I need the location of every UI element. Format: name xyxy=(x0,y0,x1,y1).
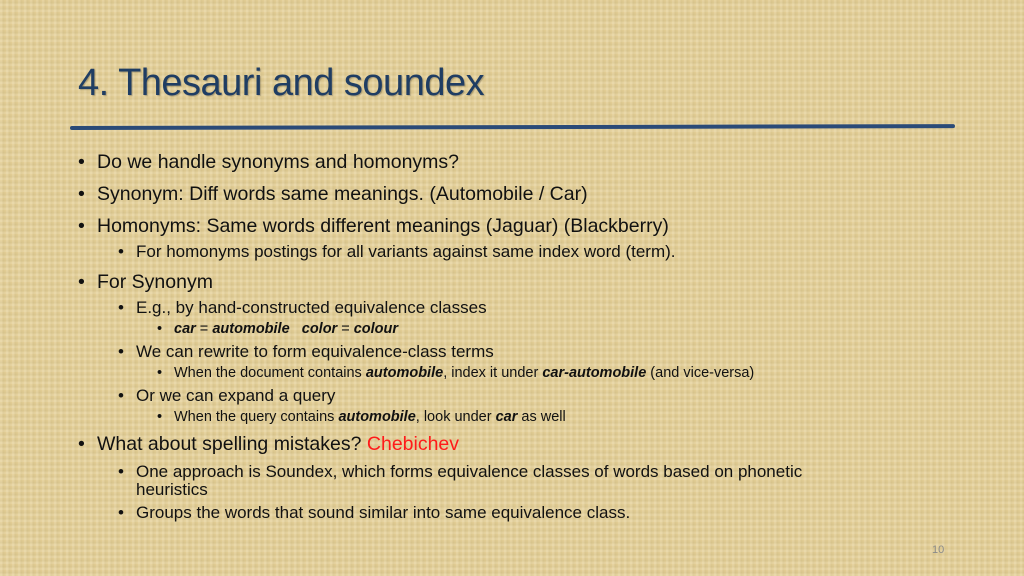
bullet-text: as well xyxy=(517,409,566,425)
bullet-marker: • xyxy=(157,365,163,381)
bullet-text: What about spelling mistakes? xyxy=(97,433,367,455)
bullet-marker: • xyxy=(157,321,163,337)
page-number: 10 xyxy=(932,544,945,556)
sub-bullet-item xyxy=(118,342,494,362)
sub-bullet-item xyxy=(118,462,803,482)
bullet-marker: • xyxy=(157,409,163,425)
term-car: car xyxy=(495,409,518,425)
bullet-text: For Synonym xyxy=(97,271,213,293)
bullet-marker: • xyxy=(118,503,124,522)
equals-sign: = xyxy=(337,321,354,337)
bullet-marker: • xyxy=(78,151,85,173)
bullet-text: Or we can expand a query xyxy=(136,386,336,405)
bullet-text: Synonym: Diff words same meanings. (Automobile / Car) xyxy=(97,183,588,205)
term-automobile: automobile xyxy=(212,321,290,337)
spacer-text xyxy=(290,321,302,337)
bullet-text: Homonyms: Same words different meanings (Jaguar) (Blackberry) xyxy=(97,215,669,237)
bullet-text: , index it under xyxy=(443,365,543,381)
bullet-text-continuation: heuristics xyxy=(136,480,208,499)
bullet-text: E.g., by hand-constructed equivalence classes xyxy=(136,298,487,317)
highlight-word: Chebichev xyxy=(366,433,460,455)
bullet-text: One approach is Soundex, which forms equivalence classes of words based on phonetic xyxy=(136,462,803,481)
bullet-marker: • xyxy=(118,342,124,361)
bullet-marker: • xyxy=(118,242,124,261)
sub-bullet-item xyxy=(118,242,676,262)
bullet-item xyxy=(78,433,460,456)
sub-sub-bullet-item xyxy=(157,365,755,381)
bullet-text: (and vice-versa) xyxy=(646,365,755,381)
equals-sign: = xyxy=(195,321,213,337)
bullet-marker: • xyxy=(118,298,124,317)
bullet-text: , look under xyxy=(415,409,496,425)
bullet-text: Groups the words that sound similar into same equivalence class. xyxy=(136,503,631,522)
bullet-text: We can rewrite to form equivalence-class terms xyxy=(136,342,494,361)
bullet-item xyxy=(78,183,588,206)
bullet-item xyxy=(78,271,213,294)
bullet-marker: • xyxy=(78,215,85,237)
sub-bullet-item xyxy=(118,503,631,523)
bullet-marker: • xyxy=(118,462,124,481)
bullet-marker: • xyxy=(78,433,85,455)
term-automobile: automobile xyxy=(365,365,444,381)
bullet-text: When the document contains xyxy=(174,365,366,381)
term-color: color xyxy=(301,321,338,337)
bullet-text: Do we handle synonyms and homonyms? xyxy=(97,151,460,173)
bullet-item xyxy=(78,215,669,238)
bullet-text: When the query contains xyxy=(174,409,339,425)
sub-bullet-item xyxy=(118,386,336,406)
bullet-marker: • xyxy=(118,386,124,405)
bullet-item xyxy=(78,151,460,174)
bullet-marker: • xyxy=(78,183,85,205)
sub-bullet-item xyxy=(118,298,487,318)
term-car-automobile: car-automobile xyxy=(542,365,647,381)
slide-title: 4. Thesauri and soundex xyxy=(78,62,485,104)
bullet-text: For homonyms postings for all variants against same index word (term). xyxy=(136,242,676,261)
title-divider xyxy=(70,124,955,130)
sub-sub-bullet-item xyxy=(157,321,399,337)
term-automobile: automobile xyxy=(338,409,416,425)
sub-sub-bullet-item xyxy=(157,409,566,425)
term-car: car xyxy=(174,321,196,337)
bullet-marker: • xyxy=(78,271,85,293)
term-colour: colour xyxy=(353,321,399,337)
